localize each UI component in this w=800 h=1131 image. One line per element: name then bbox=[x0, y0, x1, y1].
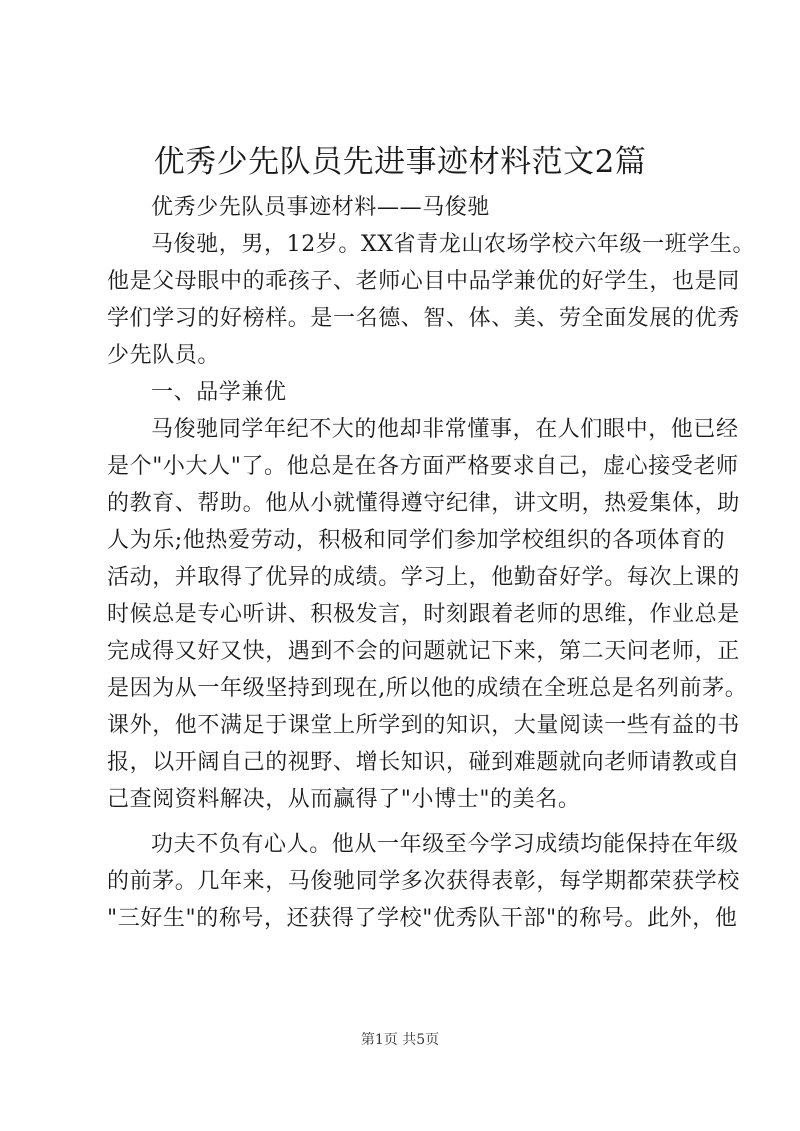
paragraph-line: 马俊驰同学年纪不大的他却非常懂事，在人们眼中，他已经 bbox=[151, 417, 739, 442]
paragraph-line: 完成得又好又快，遇到不会的问题就记下来，第二天问老师，正 bbox=[107, 639, 740, 664]
paragraph-line: 马俊驰，男，12岁。XX省青龙山农场学校六年级一班学生。 bbox=[151, 232, 756, 257]
document-title: 优秀少先队员先进事迹材料范文2篇 bbox=[153, 144, 647, 180]
paragraph-line: 课外，他不满足于课堂上所学到的知识，大量阅读一些有益的书 bbox=[107, 713, 740, 738]
paragraph-line: 是因为从一年级坚持到现在,所以他的成绩在全班总是名列前茅。 bbox=[107, 676, 748, 701]
paragraph-line: "三好生"的称号，还获得了学校"优秀队干部"的称号。此外，他 bbox=[107, 906, 738, 931]
paragraph-line: 的前茅。几年来，马俊驰同学多次获得表彰，每学期都荣获学校 bbox=[107, 869, 740, 894]
paragraph-line: 人为乐;他热爱劳动，积极和同学们参加学校组织的各项体育的 bbox=[107, 528, 726, 553]
document-body bbox=[107, 189, 756, 937]
paragraph-line: 是个"小大人"了。他总是在各方面严格要求自己，虚心接受老师 bbox=[107, 454, 739, 479]
section-heading: 一、品学兼优 bbox=[151, 380, 287, 405]
paragraph-line: 时候总是专心听讲、积极发言，时刻跟着老师的思维，作业总是 bbox=[107, 602, 740, 627]
paragraph-gap bbox=[107, 818, 717, 826]
paragraph-line: 他是父母眼中的乖孩子、老师心目中品学兼优的好学生，也是同 bbox=[107, 269, 740, 294]
paragraph-line: 的教育、帮助。他从小就懂得遵守纪律，讲文明，热爱集体，助 bbox=[107, 491, 740, 516]
paragraph-line: 报，以开阔自己的视野、增长知识，碰到难题就向老师请教或自 bbox=[107, 750, 740, 775]
paragraph-line: 少先队员。 bbox=[107, 343, 221, 368]
paragraph-line: 学们学习的好榜样。是一名德、智、体、美、劳全面发展的优秀 bbox=[107, 306, 740, 331]
page-footer: 第1页 共5页 bbox=[360, 1032, 440, 1048]
subtitle-line: 优秀少先队员事迹材料——马俊驰 bbox=[151, 195, 491, 220]
paragraph-line: 功夫不负有心人。他从一年级至今学习成绩均能保持在年级 bbox=[151, 832, 739, 857]
paragraph-line: 己查阅资料解决，从而赢得了"小博士"的美名。 bbox=[107, 787, 581, 812]
paragraph-line: 活动，并取得了优异的成绩。学习上，他勤奋好学。每次上课的 bbox=[107, 565, 740, 590]
